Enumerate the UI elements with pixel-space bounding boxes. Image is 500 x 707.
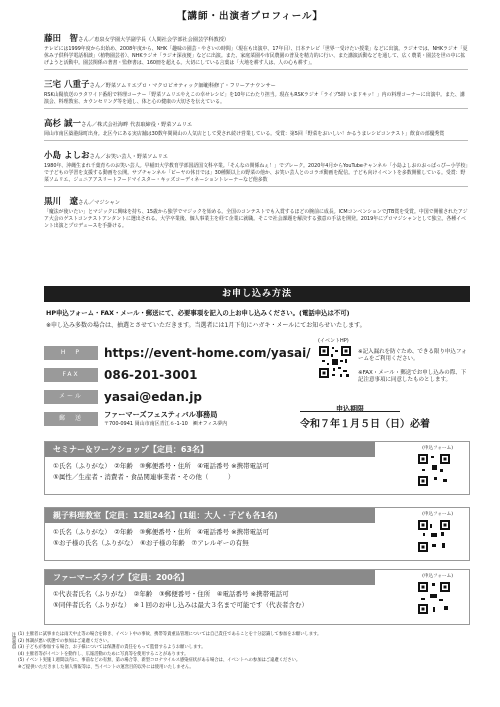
seminar-form-qr-icon[interactable] (417, 453, 451, 487)
seminar-title: セミナー＆ワークショップ【定員：63名】 (45, 442, 375, 457)
hp-link[interactable]: https://event-home.com/yasai/ (104, 346, 311, 360)
profile-name: 高杉 誠一 (44, 119, 81, 129)
live-form-label: (申込フォーム) (422, 574, 453, 579)
profile-miyake (44, 69, 468, 108)
profiles-list (44, 24, 468, 232)
profile-role: ／株式会社海畔 代表取締役・野菜ソムリエ (91, 122, 193, 128)
live-field-line: ⑤同伴者氏名（ふりがな） ※１回のお申し込みは最大３名まで可能です（代表者含む） (53, 601, 309, 609)
profile-takasugi (44, 108, 468, 140)
profile-description: 1980年、沖縄生まれ千葉育ちのお笑い芸人。早稲田大学教育学部国語国文科卒業。「そんなの関係ねぇ！」でブレーク。2020年4月からYouTubeチャンネル「小島よしおのおっぱっぴー小学校」で子どもの学習を支援する動画を公開。サブチャンネル「ピーヤの休日では」30種類以上の野菜の他か、お笑い芸人とのコラボ動画を配信。子ども向けイベントを多数開催している。受賞：野菜ソムリエ、ジュニアアスリートフードマイスター・キッズコーディネーショントレーナーなど他多数 (44, 163, 468, 183)
profile-honorific: さん (80, 122, 92, 128)
profile-honorific: さん (78, 37, 90, 43)
contact-fax-row (44, 366, 284, 384)
profile-role: ／お笑い芸人・野菜ソムリエ (100, 154, 168, 160)
live-field-line: ①代表者氏名（ふりがな） ②年齢 ③郵便番号・住所 ④電話番号 ※携帯電話可 (53, 590, 289, 598)
fax-number: 086-201-3001 (104, 368, 198, 382)
apply-heading: お申し込み方法 (44, 286, 470, 302)
profile-honorific: さん (89, 83, 101, 89)
live-title: ファーマーズライブ【定員：200名】 (45, 570, 375, 585)
deadline-divider (300, 411, 400, 412)
profile-name: 黒川 遼 (44, 197, 79, 207)
profile-name: 小島 よしお (44, 151, 90, 161)
cooking-field-line: ①氏名（ふりがな） ②年齢 ③郵便番号・住所 ④電話番号 ※携帯電話可 (53, 528, 270, 536)
cooking-form-label: (申込フォーム) (422, 512, 453, 517)
notice-item: (1) 主催者に試事または雨天中止等の場合を除き、イベント中の事故、携帯等貴重品管理については自己責任であることを十分認識して参加をお願いします。 (18, 632, 322, 637)
seminar-form-label: (申込フォーム) (422, 446, 453, 451)
post-label: 郵 送 (44, 412, 98, 426)
qr-note-consent: ※FAX・メール・郵送でお申し込みの際、下記注意事項に同意したものとします。 (358, 370, 467, 383)
profile-description: RSK山陽放送のラタワイド番組で料理コーナー「野菜ソムリエやえこの幸せレシピ」を10年にわたり担当。現在もRSKラジオ「ライブ5時 いまドキッ！」内の料理コーナーに出演中。また、講演会、料理教室、カウンセリング等を通し、体と心の健康の大切さを伝えている。 (44, 92, 465, 105)
profile-honorific: さん (89, 154, 101, 160)
contact-post-row (44, 410, 284, 428)
profile-fujita (44, 24, 468, 69)
profile-description: テレビには1999年度から出始め、2008年度から、NHK「趣味の園芸・やさいの時間」（現在も出演中、17年目）、日本テレビ「世界一受けたい授業」などに出演。ラジオでは、NHKラジオ「夏休み子供科学電話相談」（植物園芸者）、NHKラジオ「ラジオ深夜便」などに出演。また、家庭菜園や市民農園の普及を精力的に行い、また講演活動などを通して、広く農業・園芸を世の中に拡げようと活動中。園芸関係の著書・監修書は、160冊を超える。大切にしている言葉は「大地を耕す人は、人の心も耕す」。 (44, 46, 468, 66)
apply-note: HP申込フォーム・FAX・メール・郵送にて、必要事項を記入の上お申し込みください。(電話申込は不可) (46, 309, 350, 317)
cooking-section (44, 507, 470, 561)
fax-label: FAX (44, 368, 98, 382)
deadline-date: 令和７年１月５日（日）必着 (300, 419, 430, 430)
profile-name: 藤田 智 (44, 34, 79, 44)
profile-role: ／マジシャン (89, 200, 120, 206)
profile-honorific: さん (78, 200, 90, 206)
profile-description: 「魔法が使いたい」とマジックに興味を持ち、15歳から独学でマジックを始める。全国のコンテストでも入賞するほどの腕前に成長。ICMコンベンションでJTB賞を受賞。中国で開催されたアジア大会のゲストコンテストアンタントに選出される。大学卒業後、個人事業主を経て企業に就職。そこで社会課題を解決する強意の手法を開発。2019年にプロマジシャンとして独立。各種イベント出演とプロデュースを手掛ける。 (44, 209, 468, 229)
notice-list (18, 632, 478, 672)
qr-note-form: ※記入漏れを防ぐため、できる限り申込フォームをご利用ください。 (358, 349, 467, 362)
live-form-qr-icon[interactable] (417, 581, 451, 615)
event-hp-label: (イベントHP) (318, 338, 349, 344)
seminar-field-line: ⑤属性／生産者・消費者・食品関連事業者・その他（ ） (53, 473, 235, 481)
contact-hp-row (44, 344, 311, 362)
live-fields (45, 585, 385, 615)
apply-lottery-note: ※申し込み多数の場合は、抽選とさせていただきます。当選者には1月下旬にハガキ・メールにてお知らせいたします。 (46, 322, 366, 329)
cooking-title: 親子料理教室【定員：12組24名】(1組：大人・子ども各1名) (45, 508, 375, 523)
cooking-form-qr-icon[interactable] (417, 519, 451, 553)
seminar-fields (45, 457, 385, 487)
hp-label: H P (44, 346, 98, 360)
post-organization: ファーマーズフェスティバル事務局 (104, 410, 218, 419)
notice-side-label: 注意事項 (11, 632, 16, 650)
profile-kurokawa (44, 186, 468, 232)
profile-kojima (44, 140, 468, 186)
profile-title: 【講師・出演者プロフィール】 (176, 11, 324, 22)
live-section (44, 569, 470, 625)
cooking-field-line: ⑤お子様の氏名（ふりがな） ⑥お子様の年齢 ⑦アレルギーの有無 (53, 539, 249, 547)
seminar-field-line: ①氏名（ふりがな） ②年齢 ③郵便番号・住所 ④電話番号 ※携帯電話可 (53, 462, 270, 470)
notice-item: (5) イベント実施１週間以内に、事前などの有無、第の場合等、新型コロナウイルス感染症状がある場合は、イベントへの参加はご遠慮ください。 (18, 658, 301, 664)
profile-role: ／恵泉女学園大学副学長（人間社会学部社会園芸学科教授） (89, 37, 230, 43)
notice-item: (2) 体調が悪い状態での参加はご遠慮ください。 (18, 638, 112, 644)
notice-item: (3) 子どもが参加する場合、お子様については保護者の責任をもって監督するようお願いします。 (18, 645, 206, 651)
mail-label: メール (44, 390, 98, 404)
event-hp-qr-icon[interactable] (318, 345, 352, 379)
contact-mail-row (44, 388, 284, 406)
profile-description: 岡山市南区築港緑町出身。北区今にある実店舗は30数年間岡山の人気店として愛され続け営業している。受賞：第5回「野菜をおいしい！かるうまレシピコンテスト」飲食の部優秀賞 (44, 131, 445, 137)
post-address: 〒700-0941 岡山市南区青江６-1-10 ㈱オフィス夢内 (104, 421, 228, 427)
profile-name: 三宅 八重子 (44, 80, 90, 90)
mail-address[interactable]: yasai@edan.jp (104, 390, 202, 404)
notice-item: (4) 主催者等がイベントを動作し、広報活動のために写真等を使用することがあります。 (18, 651, 189, 657)
seminar-section (44, 441, 470, 495)
cooking-fields (45, 523, 385, 553)
deadline-label: 申込期限 (336, 405, 364, 413)
notice-item: ※ご提供いただきました個人情報等は、当イベントの運営目的以外には使用いたしません。 (18, 664, 194, 670)
profile-role: ／野菜ソムリエプロ・マクロビオティック師範科修了・フリーアナウンサー (100, 83, 276, 89)
